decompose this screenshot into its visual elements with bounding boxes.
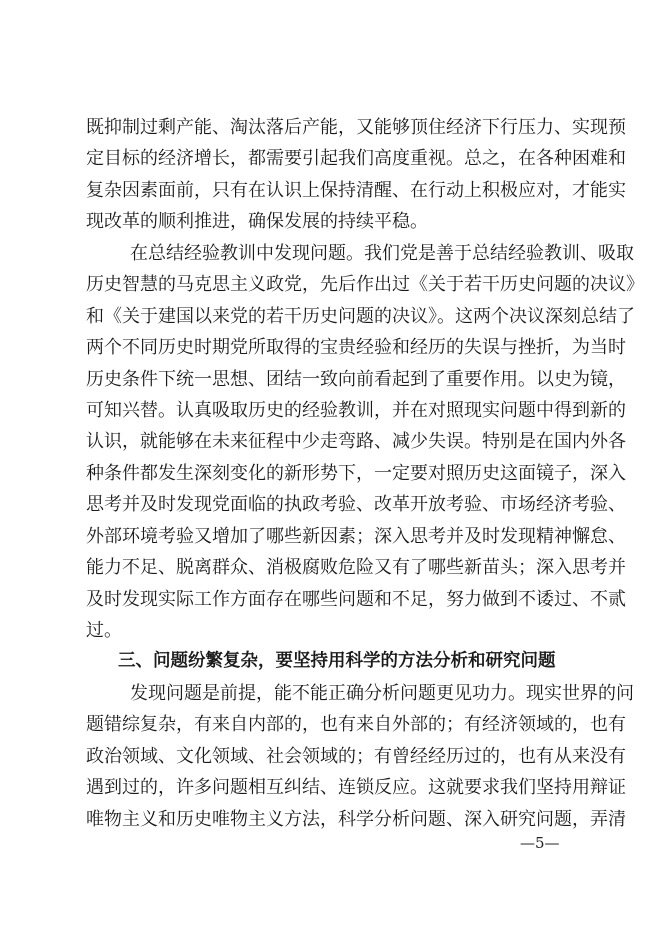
text-line: 能力不足、脱离群众、消极腐败危险又有了哪些新苗头；深入思考并 xyxy=(86,557,626,579)
text-line: 现改革的顺利推进，确保发展的持续平稳。 xyxy=(86,211,428,233)
page-number: —5— xyxy=(520,834,560,852)
text-line: 遇到过的，许多问题相互纠结、连锁反应。这就要求我们坚持用辩证 xyxy=(86,777,626,799)
text-line: 和《关于建国以来党的若干历史问题的决议》。这两个决议深刻总结了 xyxy=(86,305,635,327)
text-line: 两个不同历史时期党所取得的宝贵经验和经历的失误与挫折，为当时 xyxy=(86,337,626,359)
text-line: 题错综复杂，有来自内部的，也有来自外部的；有经济领域的，也有 xyxy=(86,714,626,736)
text-line: 历史条件下统一思想、团结一致向前看起到了重要作用。以史为镜， xyxy=(86,368,626,390)
text-line: 认识，就能够在未来征程中少走弯路、减少失误。特别是在国内外各 xyxy=(86,431,626,453)
text-line: 外部环境考验又增加了哪些新因素；深入思考并及时发现精神懈怠、 xyxy=(86,525,626,547)
text-line: 既抑制过剩产能、淘汰落后产能，又能够顶住经济下行压力、实现预 xyxy=(86,117,626,138)
text-line: 种条件都发生深刻变化的新形势下，一定要对照历史这面镜子，深入 xyxy=(86,462,626,484)
text-line: 思考并及时发现党面临的执政考验、改革开放考验、市场经济考验、 xyxy=(86,494,626,516)
document-body xyxy=(86,112,644,835)
paragraph-start-line: 发现问题是前提，能不能正确分析问题更见功力。现实世界的问 xyxy=(130,682,634,704)
text-line: 定目标的经济增长，都需要引起我们高度重视。总之，在各种困难和 xyxy=(86,148,626,170)
text-line: 政治领域、文化领域、社会领域的；有曾经经历过的，也有从来没有 xyxy=(86,745,626,767)
paragraph-start-line: 在总结经验教训中发现问题。我们党是善于总结经验教训、吸取 xyxy=(130,242,634,264)
text-line: 及时发现实际工作方面存在哪些问题和不足，努力做到不诿过、不贰 xyxy=(86,588,626,610)
text-line: 历史智慧的马克思主义政党，先后作出过《关于若干历史问题的决议》 xyxy=(86,274,644,296)
text-line: 可知兴替。认真吸取历史的经验教训，并在对照现实问题中得到新的 xyxy=(86,399,626,421)
text-line: 唯物主义和历史唯物主义方法，科学分析问题、深入研究问题，弄清 xyxy=(86,808,626,830)
text-line: 过。 xyxy=(86,620,122,641)
section-heading: 三、问题纷繁复杂，要坚持用科学的方法分析和研究问题 xyxy=(118,651,556,672)
text-line: 复杂因素面前，只有在认识上保持清醒、在行动上积极应对，才能实 xyxy=(86,179,626,201)
